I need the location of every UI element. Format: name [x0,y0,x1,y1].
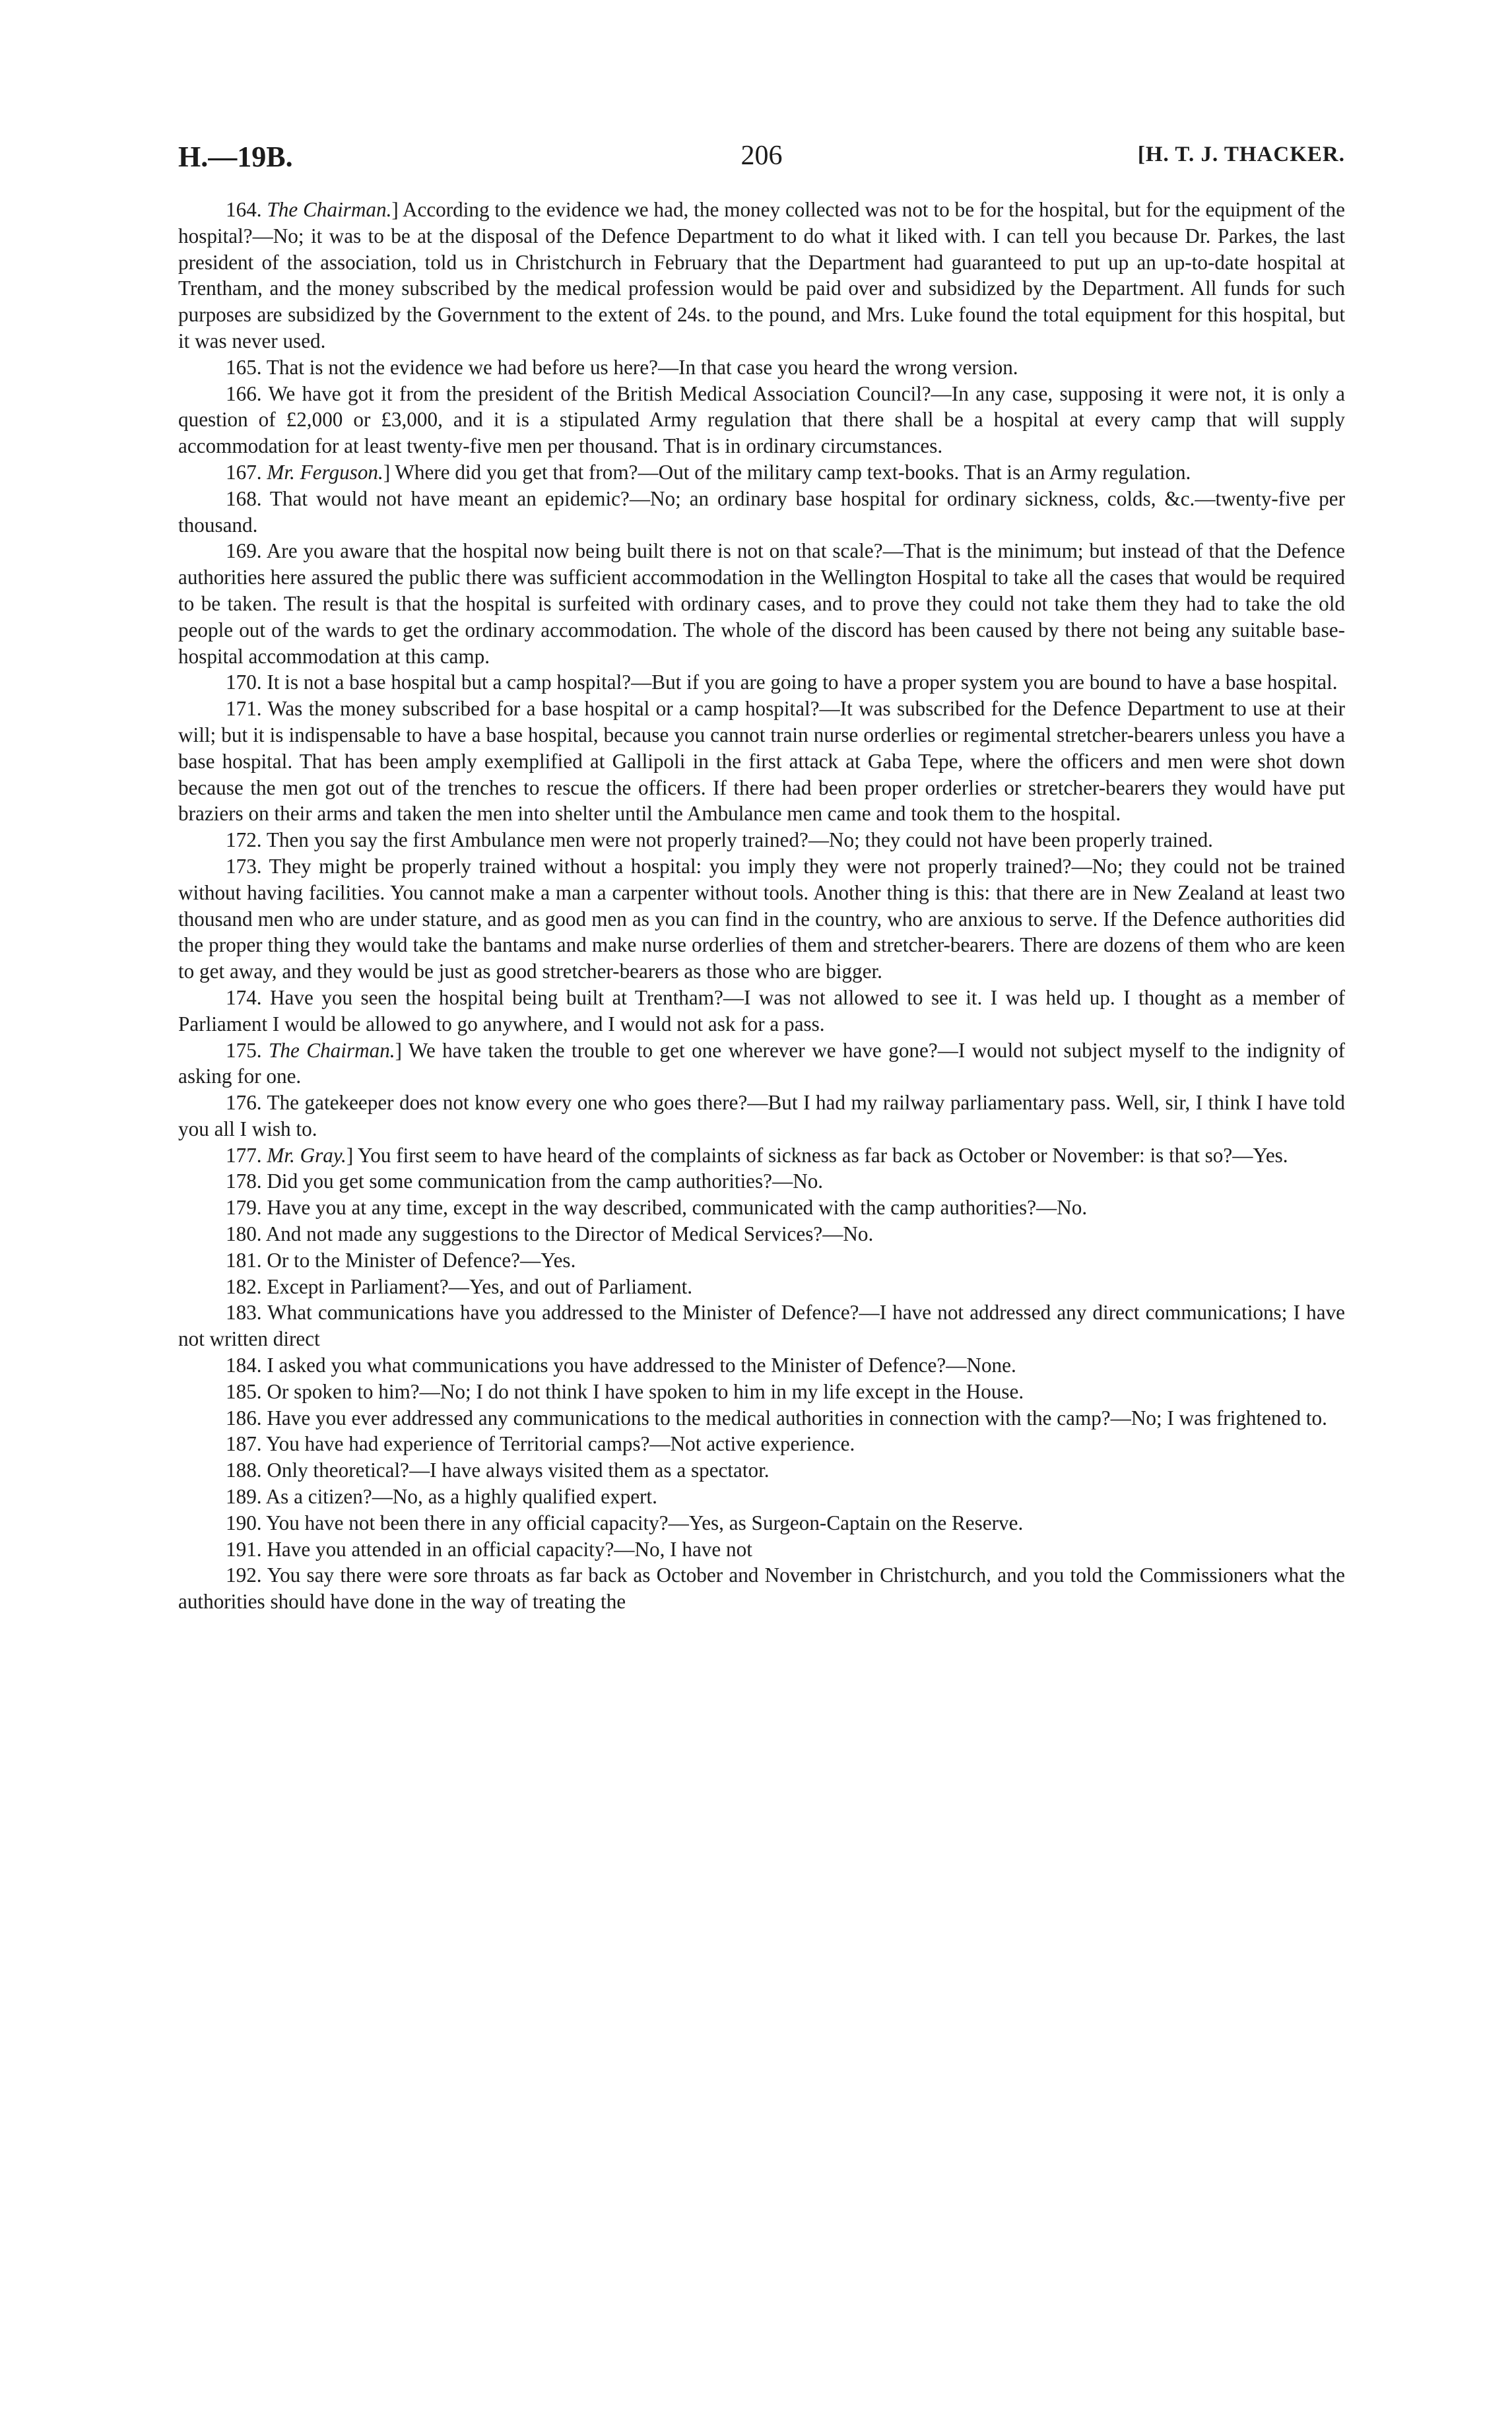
question-text: ] We have taken the trouble to get one wherever we have gone?—I would not subject myself to the indignity of asking for one. [178,1038,1345,1088]
question-paragraph [178,197,1345,354]
question-text: You have not been there in any official capacity?—Yes, as Surgeon-Captain on the Reserve. [266,1511,1024,1534]
question-number: 165. [226,355,262,379]
question-paragraph [178,985,1345,1037]
question-paragraph [178,827,1345,853]
question-paragraph [178,1090,1345,1142]
question-text: Have you seen the hospital being built at Trentham?—I was not allowed to see it. I was held up. I thought as a member of Parliament I would be allowed to go anywhere, and I would not ask for a pass. [178,985,1346,1035]
witness-name: [H. T. J. THACKER. [1137,143,1345,166]
question-text: ] You first seem to have heard of the complaints of sickness as far back as October or November: is that so?—Yes. [346,1143,1288,1167]
question-number: 169. [226,539,262,563]
question-text: Have you at any time, except in the way described, communicated with the camp authorities?—No. [267,1196,1088,1220]
question-paragraph [178,354,1345,381]
question-number: 179. [226,1196,262,1220]
question-text: ] According to the evidence we had, the money collected was not to be for the hospital, but for the equipment of the hospital?—No; it was to be at the disposal of the Defence Department to do what it liked with. I can tell you because Dr. Parkes, the last president of the association, told us in Christchurch in February that the Department had guaranteed to put up an up-to-date hospital at Trentham, and the money subscribed by the medical profession would be paid over and subsidized by the Department. All funds for such purposes are subsidized by the Government to the extent of 24s. to the pound, and Mrs. Luke found the total equipment for this hospital, but it was never used. [178,198,1345,352]
question-text: Are you aware that the hospital now being built there is not on that scale?—That is the minimum; but instead of that the Defence authorities here assured the public there was sufficient accommodation in the Wellington Hospital to take all the cases that would be required to be taken. The result is that the hospital is surfeited with ordinary cases, and to prove they could not take them they had to take the old people out of the wards to get the ordinary accommodation. The whole of the discord has been caused by there not being any suitable base-hospital accommodation at this camp. [178,539,1345,668]
question-number: 187. [226,1432,262,1456]
question-number: 191. [226,1537,262,1561]
question-text: ] Where did you get that from?—Out of the military camp text-books. That is an Army regulation. [383,460,1191,484]
question-number: 168. [226,486,262,510]
question-paragraph [178,538,1345,669]
question-text: As a citizen?—No, as a highly qualified expert. [265,1485,657,1509]
page-number: 206 [740,141,783,171]
page-header [178,140,1345,182]
question-number: 170. [226,671,262,694]
question-paragraph [178,1142,1345,1169]
question-text: Or to the Minister of Defence?—Yes. [267,1248,576,1272]
question-number: 180. [226,1222,262,1246]
question-text: The gatekeeper does not know every one who goes there?—But I had my railway parliamentary pass. Well, sir, I think I have told you all I wish to. [178,1091,1345,1140]
question-paragraph [178,1037,1345,1090]
question-paragraph [178,1221,1345,1247]
question-paragraph [178,1195,1345,1221]
question-number: 184. [226,1354,262,1377]
question-text: That would not have meant an epidemic?—No; an ordinary base hospital for ordinary sickness, colds, &c.—twenty-five per thousand. [178,486,1345,537]
question-text: Except in Parliament?—Yes, and out of Parliament. [267,1274,693,1298]
question-number: 177. [226,1143,262,1167]
question-number: 182. [226,1274,262,1298]
question-number: 181. [226,1248,262,1272]
question-number: 192. [226,1563,262,1587]
question-text: You have had experience of Territorial camps?—Not active experience. [266,1432,855,1456]
question-number: 172. [226,828,262,852]
question-text: Then you say the first Ambulance men were not properly trained?—No; they could not have been properly trained. [266,828,1213,852]
speaker-name: Mr. Ferguson. [267,460,383,484]
question-text: Have you ever addressed any communications to the medical authorities in connection with the camp?—No; I was frightened to. [267,1406,1327,1430]
document-page [178,140,1345,1615]
question-number: 176. [226,1091,262,1115]
question-paragraph [178,1379,1345,1405]
question-paragraph [178,1431,1345,1457]
speaker-name: The Chairman. [269,1038,395,1062]
evidence-text [178,197,1345,1615]
question-number: 178. [226,1169,262,1193]
question-paragraph [178,1352,1345,1379]
question-number: 164. [226,198,262,221]
question-number: 171. [226,697,262,721]
question-number: 190. [226,1511,262,1534]
question-paragraph [178,1536,1345,1563]
question-text: I asked you what communications you have addressed to the Minister of Defence?—None. [267,1354,1016,1377]
question-paragraph [178,381,1345,459]
paper-reference: H.—19B. [178,141,293,173]
question-number: 188. [226,1459,262,1482]
question-number: 174. [226,985,262,1009]
question-paragraph [178,1405,1345,1431]
question-text: That is not the evidence we had before us here?—In that case you heard the wrong version. [266,355,1018,379]
question-text: They might be properly trained without a hospital: you imply they were not properly trained?—No; they could not be trained without having facilities. You cannot make a man a carpenter without tools. Another thing is this: that there are in New Zealand at least two thousand men who are under stature, and as good men as you can find in the country, who are anxious to serve. If the Defence authorities did the proper thing they would take the bantams and make nurse orderlies of them and stretcher-bearers. There are dozens of them who are keen to get away, and they would be just as good stretcher-bearers as those who are bigger. [178,854,1345,983]
question-text: And not made any suggestions to the Director of Medical Services?—No. [265,1222,874,1246]
question-paragraph [178,1274,1345,1300]
question-number: 185. [226,1379,262,1403]
question-paragraph [178,1168,1345,1195]
speaker-name: Mr. Gray. [267,1143,346,1167]
question-text: We have got it from the president of the British Medical Association Council?—In any case, supposing it were not, it is only a question of £2,000 or £3,000, and it is a stipulated Army regulation that there shall be a hospital at every camp that will supply accommodation for at least twenty-five men per thousand. That is in ordinary circumstances. [178,381,1345,458]
question-text: Have you attended in an official capacity?—No, I have not [267,1537,752,1561]
question-text: Was the money subscribed for a base hospital or a camp hospital?—It was subscribed for the Defence Department to use at their will; but it is indispensable to have a base hospital, because you cannot train nurse orderlies or regimental stretcher-bearers unless you have a base hospital. That has been amply exemplified at Gallipoli in the first attack at Gaba Tepe, where the officers and men were shot down because the men got out of the trenches to rescue the officers. If there had been proper orderlies or stretcher-bearers they would have put braziers on their arms and taken the men into shelter until the Ambulance men came and took them to the hospital. [178,697,1345,826]
question-text: It is not a base hospital but a camp hospital?—But if you are going to have a proper system you are bound to have a base hospital. [267,671,1338,694]
question-paragraph [178,1510,1345,1536]
question-paragraph [178,696,1345,827]
question-paragraph [178,1484,1345,1510]
speaker-name: The Chairman. [267,198,392,221]
question-number: 183. [226,1301,262,1325]
question-number: 186. [226,1406,262,1430]
question-number: 173. [226,854,262,878]
question-paragraph [178,1247,1345,1274]
question-paragraph [178,1299,1345,1352]
question-number: 189. [226,1485,262,1509]
question-number: 166. [226,381,262,405]
question-number: 175. [226,1038,262,1062]
question-number: 167. [226,460,262,484]
question-paragraph [178,486,1345,539]
question-text: You say there were sore throats as far back as October and November in Christchurch, and you told the Commissioners what the authorities should have done in the way of treating the [178,1563,1346,1614]
question-text: Or spoken to him?—No; I do not think I have spoken to him in my life except in the House. [267,1379,1024,1403]
question-text: What communications have you addressed to the Minister of Defence?—I have not addressed any direct communications; I have not written direct [178,1301,1346,1351]
question-paragraph [178,1457,1345,1484]
question-text: Only theoretical?—I have always visited them as a spectator. [267,1459,770,1482]
question-text: Did you get some communication from the camp authorities?—No. [267,1169,824,1193]
question-paragraph [178,853,1345,985]
question-paragraph [178,1562,1345,1615]
question-paragraph [178,459,1345,486]
question-paragraph [178,669,1345,696]
